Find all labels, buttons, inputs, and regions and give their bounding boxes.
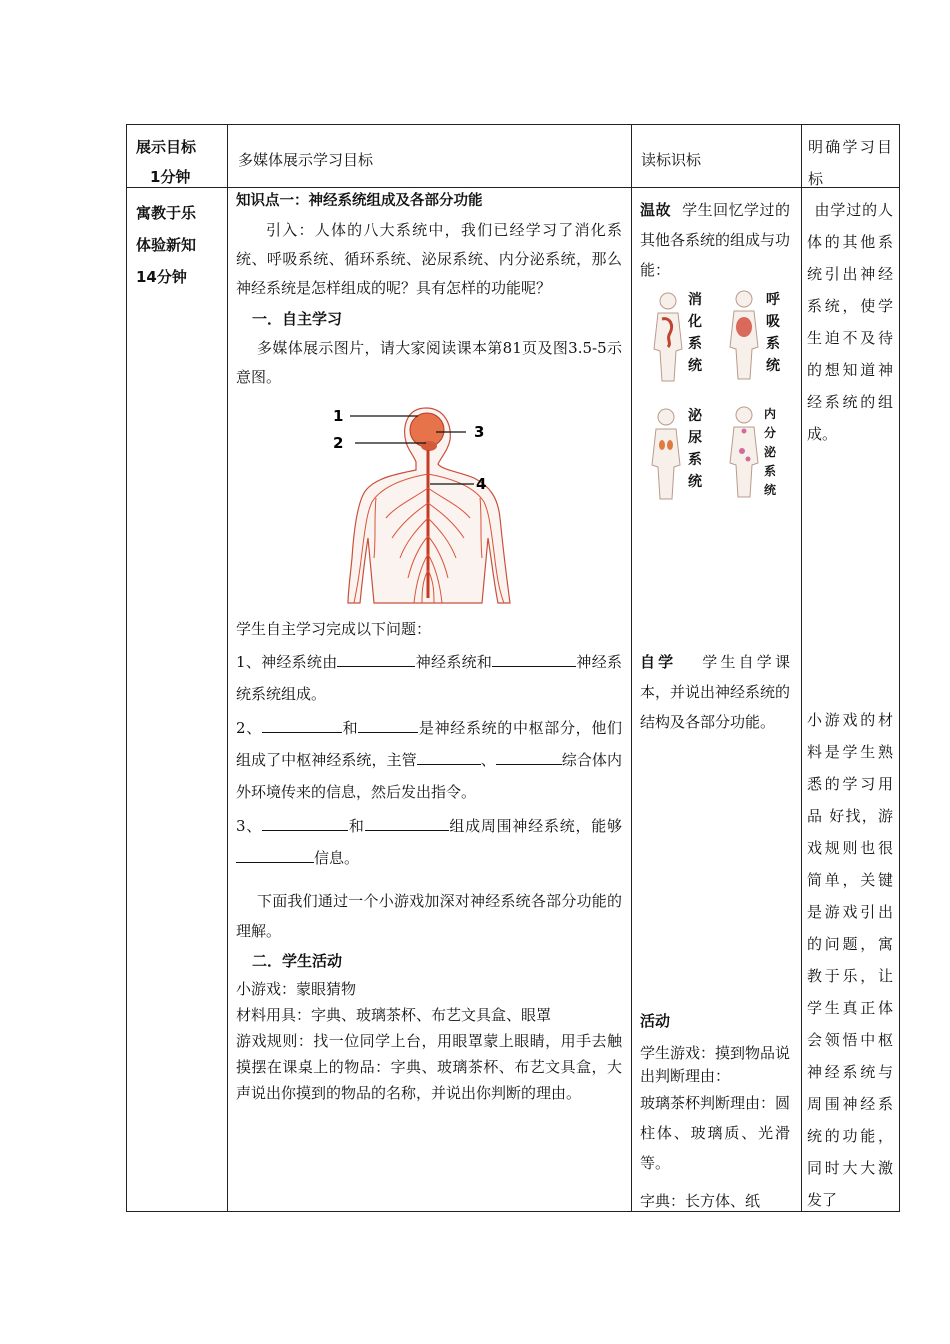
respiratory-system-label [766,289,782,377]
endocrine-char-4: 系 [764,464,777,478]
col-divider-3 [801,125,802,1211]
respiratory-char-1: 呼 [766,292,780,308]
self-study-text: 学生自学课本，并说出神经系统的结构及各部分功能。 [640,653,791,731]
col-divider-1 [227,125,228,1211]
figure-label-2: 2 [333,434,344,452]
q2-blank-1[interactable] [262,714,342,733]
endocrine-char-1: 内 [764,407,777,421]
q3-text-c: 组成周围神经系统，能够 [448,817,622,835]
figure-label-3: 3 [474,423,485,441]
question-3 [236,810,622,874]
q1-blank-2[interactable] [492,648,576,667]
q2-blank-4[interactable] [496,746,562,765]
q3-blank-2[interactable] [365,812,449,831]
q2-text-a: 2、 [236,719,262,737]
section-self-study: 一．自主学习 [252,310,343,328]
figure-label-1: 1 [333,407,344,425]
q1-text-c: 神经系统系统组成。 [236,653,622,703]
q3-text-d: 信息。 [314,849,360,867]
endocrine-char-3: 泌 [764,445,777,459]
q1-text-a: 1、神经系统由 [236,653,338,671]
question-1 [236,646,622,710]
figure-label-4: 4 [476,475,487,493]
urinary-char-3: 系 [688,452,702,468]
header-teacher-activity: 多媒体展示学习目标 [238,151,374,169]
q2-blank-2[interactable] [358,714,418,733]
self-study-label: 自学 [640,653,677,671]
body-systems-figure [640,289,790,527]
q2-text-d: 、 [480,751,496,769]
q3-blank-1[interactable] [262,812,348,831]
review-text: 学生回忆学过的其他各系统的组成与功能： [640,201,791,279]
section-student-activity: 二．学生活动 [252,952,343,970]
q1-blank-1[interactable] [337,648,415,667]
urinary-char-1: 泌 [688,408,702,424]
q2-text-b: 和 [341,719,359,737]
header-stage-title: 展示目标 [136,138,197,156]
figure-instruction: 多媒体展示图片，请大家阅读课本第81页及图3.5-5示意图。 [236,339,622,386]
purpose-1: 由学过的人体的其他系统引出神经系统，使学生迫不及待的想知道神经系统的组成。 [807,201,893,443]
activity-text-3: 字典：长方体、纸 [640,1192,761,1210]
teacher-content [236,186,622,1106]
activity-text-2: 玻璃茶杯判断理由：圆柱体、玻璃质、光滑等。 [640,1094,791,1172]
stage-line-1: 寓教于乐 [136,204,197,222]
stage-line-3: 14分钟 [136,268,187,286]
game-rules: 游戏规则：找一位同学上台，用眼罩蒙上眼睛，用手去触摸摆在课桌上的物品：字典、玻璃茶杯、布艺文具盒，大声说出你摸到的物品的名称，并说出你判断的理由。 [236,1032,622,1102]
digestive-char-3: 系 [688,336,702,352]
digestive-char-2: 化 [688,314,702,330]
endocrine-char-5: 统 [764,483,777,497]
col-divider-2 [631,125,632,1211]
urinary-char-2: 尿 [688,430,702,446]
respiratory-char-4: 统 [766,358,780,374]
header-student-activity: 读标识标 [641,151,702,169]
header-stage-time: 1分钟 [150,168,191,186]
q2-blank-3[interactable] [417,746,481,765]
q1-text-b: 神经系统和 [415,653,493,671]
digestive-char-1: 消 [688,292,702,308]
game-name: 小游戏：蒙眼猜物 [236,980,357,998]
q3-text-b: 和 [348,817,365,835]
q2-text-e: 综合体内外环境传来的信息，然后发出指令。 [236,751,622,801]
activity-text-1: 学生游戏：摸到物品说出判断理由： [640,1044,791,1085]
game-materials: 材料用具：字典、玻璃茶杯、布艺文具盒、眼罩 [236,1006,552,1024]
question-2 [236,712,622,808]
q3-text-a: 3、 [236,817,263,835]
activity-block [640,1006,790,1216]
respiratory-char-3: 系 [766,336,780,352]
digestive-char-4: 统 [688,358,702,374]
review-label: 温故 [640,201,671,219]
student-content [640,195,790,737]
endocrine-system-label [764,405,778,500]
header-purpose: 明确学习目标 [808,138,892,188]
q2-text-c: 是神经系统的中枢部分，他们组成了中枢神经系统，主管 [236,719,622,769]
stage-cell [136,197,196,293]
endocrine-char-2: 分 [764,426,777,440]
kp-title: 知识点一：神经系统组成及各部分功能 [236,193,483,209]
review-block [640,195,790,285]
self-study-block [640,647,790,737]
game-transition: 下面我们通过一个小游戏加深对神经系统各部分功能的理解。 [236,892,622,940]
lung-organs [736,317,752,337]
purpose-2: 小游戏的材料是学生熟悉的学习用品 好找，游戏规则也很简单，关键是游戏引出的问题，寓教于乐，让学生真正体会领悟中枢神经系统与周围神经系统的功能，同时大大激发了 [807,711,893,1209]
nervous-system-figure [236,398,622,608]
respiratory-char-2: 吸 [766,314,780,330]
stage-line-2: 体验新知 [136,236,197,254]
urinary-system-label [688,405,704,493]
q3-blank-3[interactable] [236,844,314,863]
digestive-system-label [688,289,704,377]
header-stage [136,132,196,192]
questions-intro: 学生自主学习完成以下问题： [236,620,432,638]
activity-label: 活动 [640,1012,671,1030]
urinary-char-4: 统 [688,474,702,490]
intro-paragraph: 引入：人体的八大系统中，我们已经学习了消化系统、呼吸系统、循环系统、泌尿系统、内分泌系统，那么神经系统是怎样组成的呢？具有怎样的功能呢？ [236,221,622,297]
